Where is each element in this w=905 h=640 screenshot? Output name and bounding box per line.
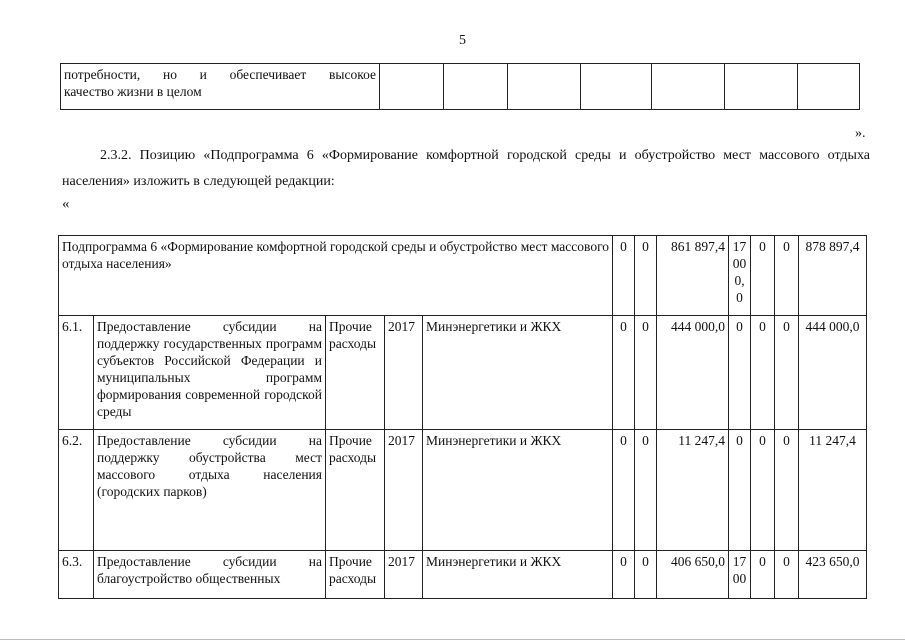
row-type: Прочие расходы [326,316,385,430]
program-title: Подпрограмма 6 «Формирование комфортной городской среды и обустройство мест массового отдыха населения» [59,236,613,316]
row-total: 423 650,0 [799,551,867,599]
row-num: 6.1. [59,316,94,430]
page-number: 5 [459,33,466,48]
row-v6: 0 [775,316,799,430]
row-v5: 0 [751,430,775,551]
top-table-text-cell [61,64,380,110]
row-v2: 0 [635,316,657,430]
row-num: 6.2. [59,430,94,551]
program-row [59,236,867,316]
row-v4: 0 [729,316,751,430]
row-total: 11 247,4 [799,430,867,551]
table-row [59,430,867,551]
row-type: Прочие расходы [326,430,385,551]
row-exec: Минэнергетики и ЖКХ [423,551,613,599]
row-v1: 0 [613,430,635,551]
row-year: 2017 [385,316,423,430]
top-table-cell [652,64,725,110]
row-year: 2017 [385,430,423,551]
top-table [60,63,860,110]
row-v2: 0 [635,551,657,599]
top-table-text-line2: качество жизни в целом [64,84,202,99]
top-table-cell [798,64,860,110]
top-table-text-line1: потребности, но и обеспечивает высокое [64,67,376,82]
row-v6: 0 [775,551,799,599]
program-total: 878 897,4 [799,236,867,316]
program-v3: 861 897,4 [657,236,729,316]
row-total: 444 000,0 [799,316,867,430]
row-v1: 0 [613,551,635,599]
program-v1: 0 [613,236,635,316]
row-v4: 0 [729,430,751,551]
row-v5: 0 [751,551,775,599]
row-v4: 17 00 [729,551,751,599]
top-table-cell [725,64,798,110]
program-v4: 17 00 0, 0 [729,236,751,316]
row-exec: Минэнергетики и ЖКХ [423,316,613,430]
row-name: Предоставление субсидии на благоустройство общественных [94,551,326,599]
row-v6: 0 [775,430,799,551]
row-type: Прочие расходы [326,551,385,599]
row-num: 6.3. [59,551,94,599]
top-table-cell [380,64,444,110]
row-year: 2017 [385,551,423,599]
opening-quote: « [62,196,70,212]
row-v1: 0 [613,316,635,430]
row-exec: Минэнергетики и ЖКХ [423,430,613,551]
row-v5: 0 [751,316,775,430]
program-v2: 0 [635,236,657,316]
paragraph-2-3-2: 2.3.2. Позицию «Подпрограмма 6 «Формирование комфортной городской среды и обустройство мест массового отдыха населения» изложить в следующей редакции: [62,148,870,189]
row-v3: 444 000,0 [657,316,729,430]
row-v3: 406 650,0 [657,551,729,599]
table-row [59,551,867,599]
top-table-cell [508,64,581,110]
row-name: Предоставление субсидии на поддержку обустройства мест массового отдыха населения (городских парков) [94,430,326,551]
closing-quote: ». [855,126,866,141]
program-v6: 0 [775,236,799,316]
top-table-cell [444,64,508,110]
top-table-cell [581,64,652,110]
program-v5: 0 [751,236,775,316]
row-v3: 11 247,4 [657,430,729,551]
table-row [59,316,867,430]
row-v2: 0 [635,430,657,551]
subprogram-table [58,235,867,599]
row-name: Предоставление субсидии на поддержку государственных программ субъектов Российской Федерации и муниципальных программ формирования современной городской среды [94,316,326,430]
